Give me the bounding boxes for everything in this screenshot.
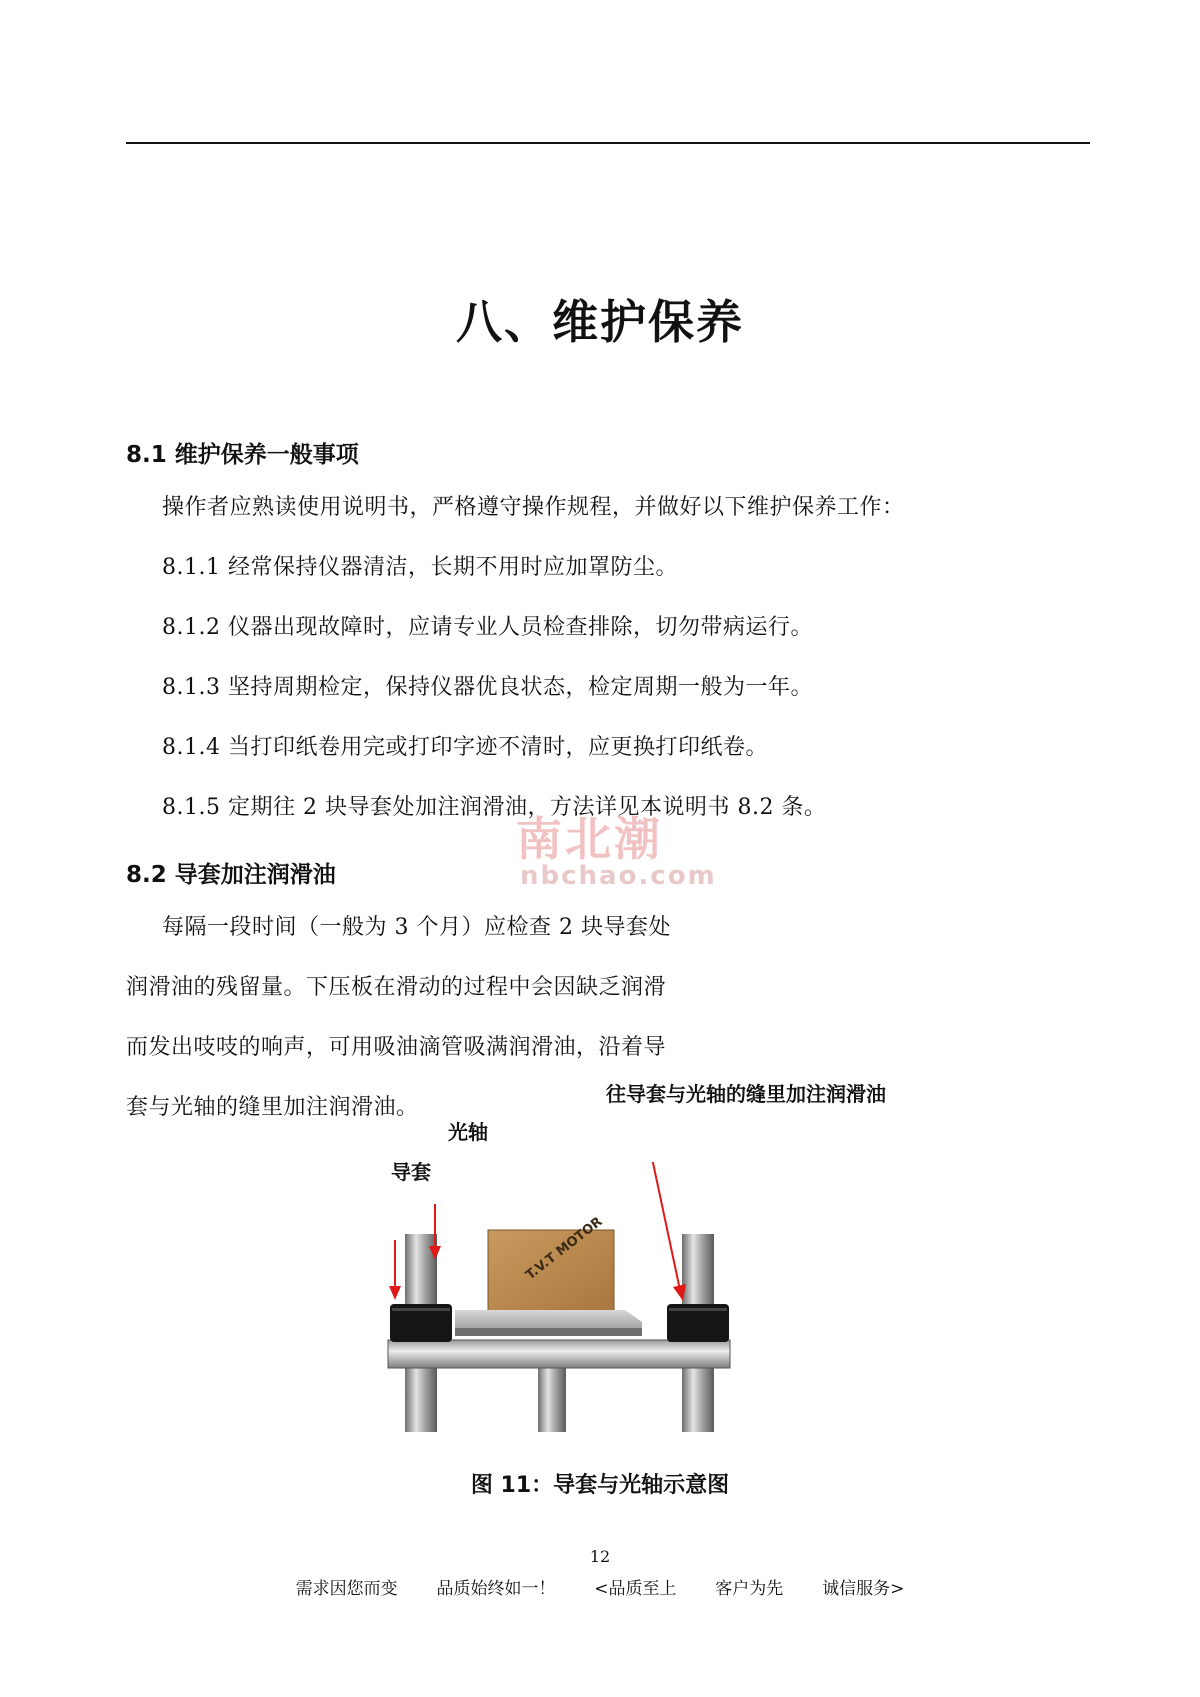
section2-line: 润滑油的残留量。下压板在滑动的过程中会因缺乏润滑 [126,975,667,1000]
center-post [538,1362,566,1432]
list-item: 8.1.1 经常保持仪器清洁，长期不用时应加罩防尘。 [162,555,678,580]
sample-box [488,1230,614,1312]
watermark-url: nbchao.com [520,861,717,891]
figure-guide-sleeve-shaft [380,1162,940,1432]
list-item: 8.1.3 坚持周期检定，保持仪器优良状态，检定周期一般为一年。 [162,675,813,700]
label-lubricate-gap: 往导套与光轴的缝里加注润滑油 [606,1082,886,1106]
box-print-text: T.V.T MOTOR [523,1214,606,1284]
section-heading-8-1: 8.1 维护保养一般事项 [126,442,359,468]
page-number: 12 [589,1547,611,1566]
figure-illustration [380,1162,940,1432]
section2-line: 套与光轴的缝里加注润滑油。 [126,1095,419,1120]
list-item: 8.1.2 仪器出现故障时，应请专业人员检查排除，切勿带病运行。 [162,615,813,640]
figure-caption: 图 11：导套与光轴示意图 [470,1473,730,1498]
label-optical-shaft: 光轴 [448,1120,488,1144]
label-guide-sleeve: 导套 [391,1160,431,1184]
list-item: 8.1.5 定期往 2 块导套处加注润滑油，方法详见本说明书 8.2 条。 [162,795,827,820]
header-rule [126,142,1090,144]
section2-line: 而发出吱吱的响声，可用吸油滴管吸满润滑油，沿着导 [126,1035,667,1060]
watermark-logo-text: 南北潮 [516,812,663,866]
section2-line: 每隔一段时间（一般为 3 个月）应检查 2 块导套处 [162,915,671,940]
section1-intro: 操作者应熟读使用说明书，严格遵守操作规程，并做好以下维护保养工作： [162,495,905,520]
section-heading-8-2: 8.2 导套加注润滑油 [126,862,336,888]
crossbar [388,1340,730,1368]
watermark [516,812,717,891]
list-item: 8.1.4 当打印纸卷用完或打印字迹不清时，应更换打印纸卷。 [162,735,768,760]
arrow-lubricate-gap [652,1162,680,1290]
chapter-title: 八、维护保养 [456,295,744,349]
page-footer: 需求因您而变 品质始终如一！ <品质至上 客户为先 诚信服务> [295,1579,905,1599]
